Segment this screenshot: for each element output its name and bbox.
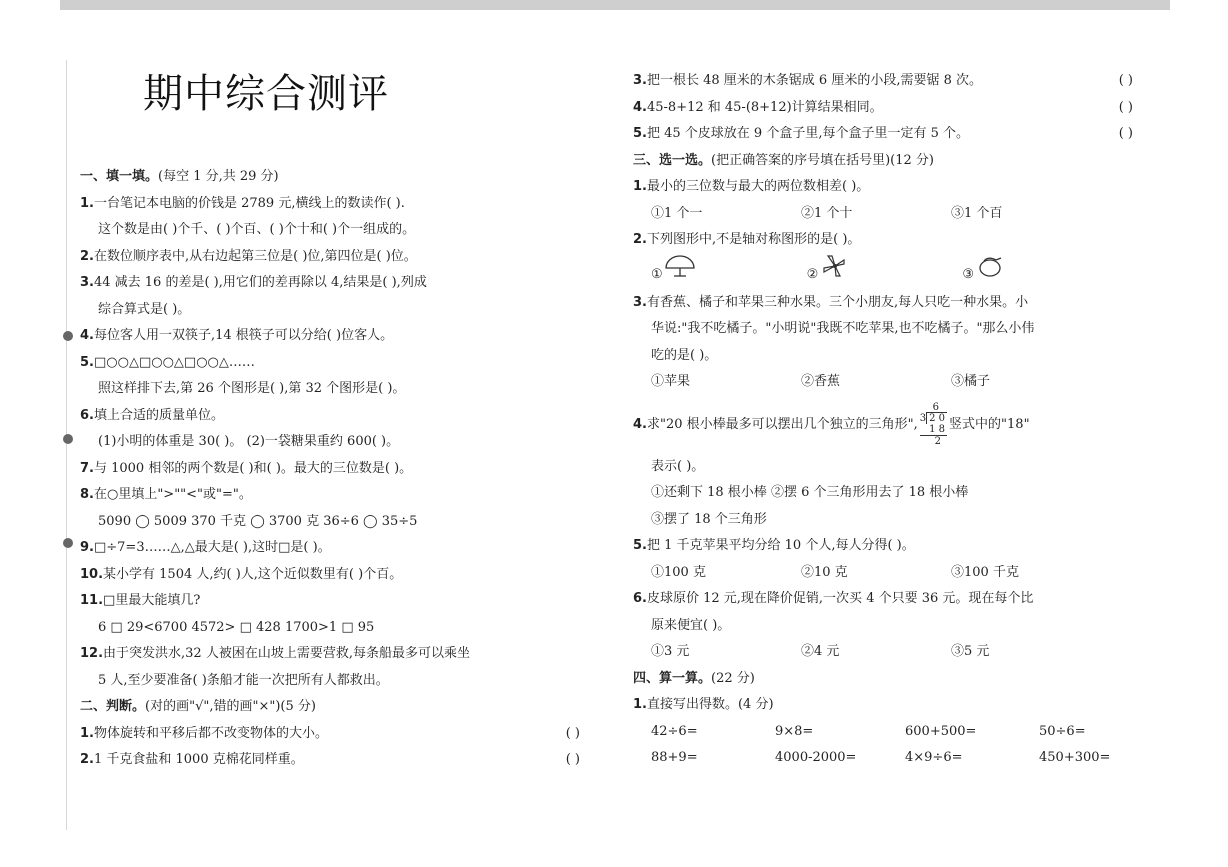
answer-parentheses: ( ) [1118,73,1133,88]
question-text: 一台笔记本电脑的价钱是 2789 元,横线上的数读作( ). [93,195,405,211]
question [633,290,1133,317]
binding-line [66,60,67,830]
option: ①100 克 [651,564,706,580]
option-row [633,369,1133,396]
question-number: 9. [80,540,94,555]
question-text: 物体旋转和平移后都不改变物体的大小。 [93,725,328,741]
option-label: ② [806,267,819,283]
section-note: (22 分) [711,670,755,686]
question-number: 6. [633,591,647,606]
section-title: 二、判断。 [80,699,146,714]
section-heading [633,148,1133,175]
option-label: ③ [962,267,974,283]
question-number: 4. [633,416,647,432]
question [80,244,580,271]
figure-option [651,254,697,289]
calc-item: 9×8= [775,723,814,739]
judge-item [633,95,1133,122]
page-title: 期中综合测评 [143,71,389,117]
question-continuation: 综合算式是( )。 [98,301,191,317]
question-text: 直接写出得数。(4 分) [646,697,774,712]
judge-item [80,721,580,748]
question-number: 5. [80,354,94,370]
calc-row [633,719,1133,746]
question-number: 1. [633,179,647,194]
division-product: 1 8 [920,424,947,436]
question-number: 3. [633,294,647,310]
question-text: □÷7=3……△,△最大是( ),这时□是( )。 [93,540,331,555]
section-heading [80,694,580,721]
answer-parentheses: ( ) [565,752,580,767]
question [80,403,580,430]
binding-hole [63,538,73,548]
question-text: 竖式中的"18" [949,416,1030,432]
section-heading [80,164,580,191]
option: ①1 个一 [651,205,703,221]
question [633,396,1133,454]
apple-figure [974,254,1008,278]
calc-row [633,745,1133,772]
section-note: (把正确答案的序号填在括号里)(12 分) [711,152,934,168]
question-continuation: 这个数是由( )个千、( )个百、( )个十和( )个一组成的。 [98,222,416,237]
right-column [633,68,1133,772]
calc-item: 4000-2000= [775,750,857,765]
option: ①3 元 [651,644,690,659]
binding-hole [63,434,73,444]
question-number: 10. [80,566,104,582]
question [80,482,580,509]
question-continuation: ③摆了 18 个三角形 [651,511,767,527]
question-text: 在○里填上">""<"或"="。 [93,487,252,502]
question [80,456,580,483]
section-heading [633,666,1133,693]
question-text: 由于突发洪水,32 人被困在山坡上需要营救,每条船最多可以乘坐 [103,646,470,661]
answer-parentheses: ( ) [1118,126,1133,141]
question-number: 5. [633,538,647,553]
question-text: 下列图形中,不是轴对称图形的是( )。 [646,232,861,247]
figure-option [807,254,853,289]
question-number: 3. [633,73,647,88]
section-title: 一、填一填。 [80,169,159,184]
section-title: 四、算一算。 [633,670,712,686]
question [80,350,580,377]
question-continuation: 表示( )。 [651,458,705,474]
question-text: 某小学有 1504 人,约( )人,这个近似数里有( )个百。 [103,566,403,582]
figure-options [633,254,1133,290]
question [80,562,580,589]
section-note: (每空 1 分,共 29 分) [158,169,279,184]
question-number: 6. [80,407,94,423]
question-number: 3. [80,275,94,290]
question [633,586,1133,613]
judge-item [80,747,580,774]
option: ③100 千克 [951,564,1019,580]
question-text: 在数位顺序表中,从右边起第三位是( )位,第四位是( )位。 [93,248,417,264]
question-continuation: 5090 ◯ 5009 370 千克 ◯ 3700 克 36÷6 ◯ 35÷5 [98,513,418,529]
option-row [633,560,1133,587]
question-continuation: 华说:"我不吃橘子。"小明说"我既不吃苹果,也不吃橘子。"那么小伟 [651,321,1035,336]
question [633,692,1133,719]
question-text: 把 45 个皮球放在 9 个盒子里,每个盒子里一定有 5 个。 [646,126,969,141]
question-number: 4. [80,328,94,343]
question-number: 8. [80,487,94,502]
question-text: 把一根长 48 厘米的木条锯成 6 厘米的小段,需要锯 8 次。 [646,73,982,88]
long-division [920,402,947,447]
left-column [80,164,580,774]
section-note: (对的画"√",错的画"×")(5 分) [145,699,316,714]
question-number: 5. [633,126,647,141]
question-continuation: 6 □ 29<6700 4572> □ 428 1700>1 □ 95 [98,619,375,635]
question-number: 1. [80,195,94,211]
question-text: 最小的三位数与最大的两位数相差( )。 [646,179,870,194]
top-scroll-bar [60,0,1170,10]
windmill-figure [818,254,852,278]
question-text: 45-8+12 和 45-(8+12)计算结果相同。 [646,99,883,115]
question-text: 44 减去 16 的差是( ),用它们的差再除以 4,结果是( ),列成 [93,275,427,290]
question-number: 1. [80,725,94,741]
question-number: 7. [80,460,94,476]
question-text: 求"20 根小棒最多可以摆出几个独立的三角形", [646,416,918,432]
option-row [633,201,1133,228]
option: ①苹果 [651,374,691,389]
calc-item: 88+9= [651,750,698,765]
question-text: 皮球原价 12 元,现在降价促销,一次买 4 个只要 36 元。现在每个比 [646,591,1034,606]
judge-item [633,121,1133,148]
question [633,533,1133,560]
option: ③橘子 [951,374,991,389]
question [633,227,1133,254]
judge-item [633,68,1133,95]
question [80,323,580,350]
question-text: □里最大能填几? [103,593,201,608]
option: ②香蕉 [801,374,841,389]
question-text: 填上合适的质量单位。 [93,407,224,423]
question-continuation: 5 人,至少要准备( )条船才能一次把所有人都救出。 [98,672,389,688]
question-continuation: 吃的是( )。 [651,347,718,363]
question-continuation: ①还剩下 18 根小棒 ②摆 6 个三角形用去了 18 根小棒 [651,485,969,500]
question-text: 每位客人用一双筷子,14 根筷子可以分给( )位客人。 [93,328,394,343]
question [80,191,580,218]
figure-option [962,254,1008,289]
question-number: 2. [80,752,94,767]
question-number: 2. [633,232,647,247]
question-continuation: 原来便宜( )。 [651,617,731,633]
division-row [920,413,947,424]
question-number: 1. [633,697,647,712]
binding-hole [63,331,73,341]
calc-item: 450+300= [1039,750,1111,765]
answer-parentheses: ( ) [565,725,580,741]
question-text: 把 1 千克苹果平均分给 10 个人,每人分得( )。 [646,538,915,553]
division-remainder: 2 [934,435,942,447]
question-text: 与 1000 相邻的两个数是( )和( )。最大的三位数是( )。 [93,460,413,476]
question-number: 12. [80,646,104,661]
question-continuation: (1)小明的体重是 30( )。 (2)一袋糖果重约 600( )。 [98,434,400,449]
division-dividend: 2 0 [926,412,947,424]
option: ③1 个百 [951,205,1003,221]
question-continuation: 照这样排下去,第 26 个图形是( ),第 32 个图形是( )。 [98,381,406,396]
calc-item: 600+500= [905,723,977,739]
option: ③5 元 [951,644,990,659]
question [80,588,580,615]
calc-item: 4×9÷6= [905,750,963,765]
umbrella-figure [663,254,697,278]
option: ②4 元 [801,644,840,659]
question [80,641,580,668]
answer-parentheses: ( ) [1118,99,1133,115]
division-divisor: 3 [919,412,927,424]
question [80,270,580,297]
question-number: 4. [633,99,647,115]
question-text: □○○△□○○△□○○△…… [93,354,255,370]
calc-item: 50÷6= [1039,723,1086,739]
option-label: ① [651,267,663,283]
option: ②1 个十 [801,205,853,221]
option: ②10 克 [801,564,848,580]
division-quotient: 6 [932,401,940,413]
option-row [633,639,1133,666]
question [633,174,1133,201]
question-text: 有香蕉、橘子和苹果三种水果。三个小朋友,每人只吃一种水果。小 [646,294,1029,310]
calc-item: 42÷6= [651,723,698,739]
question-number: 2. [80,248,94,264]
question-text: 1 千克食盐和 1000 克棉花同样重。 [93,752,304,767]
question-number: 11. [80,593,104,608]
section-title: 三、选一选。 [633,152,712,168]
question [80,535,580,562]
